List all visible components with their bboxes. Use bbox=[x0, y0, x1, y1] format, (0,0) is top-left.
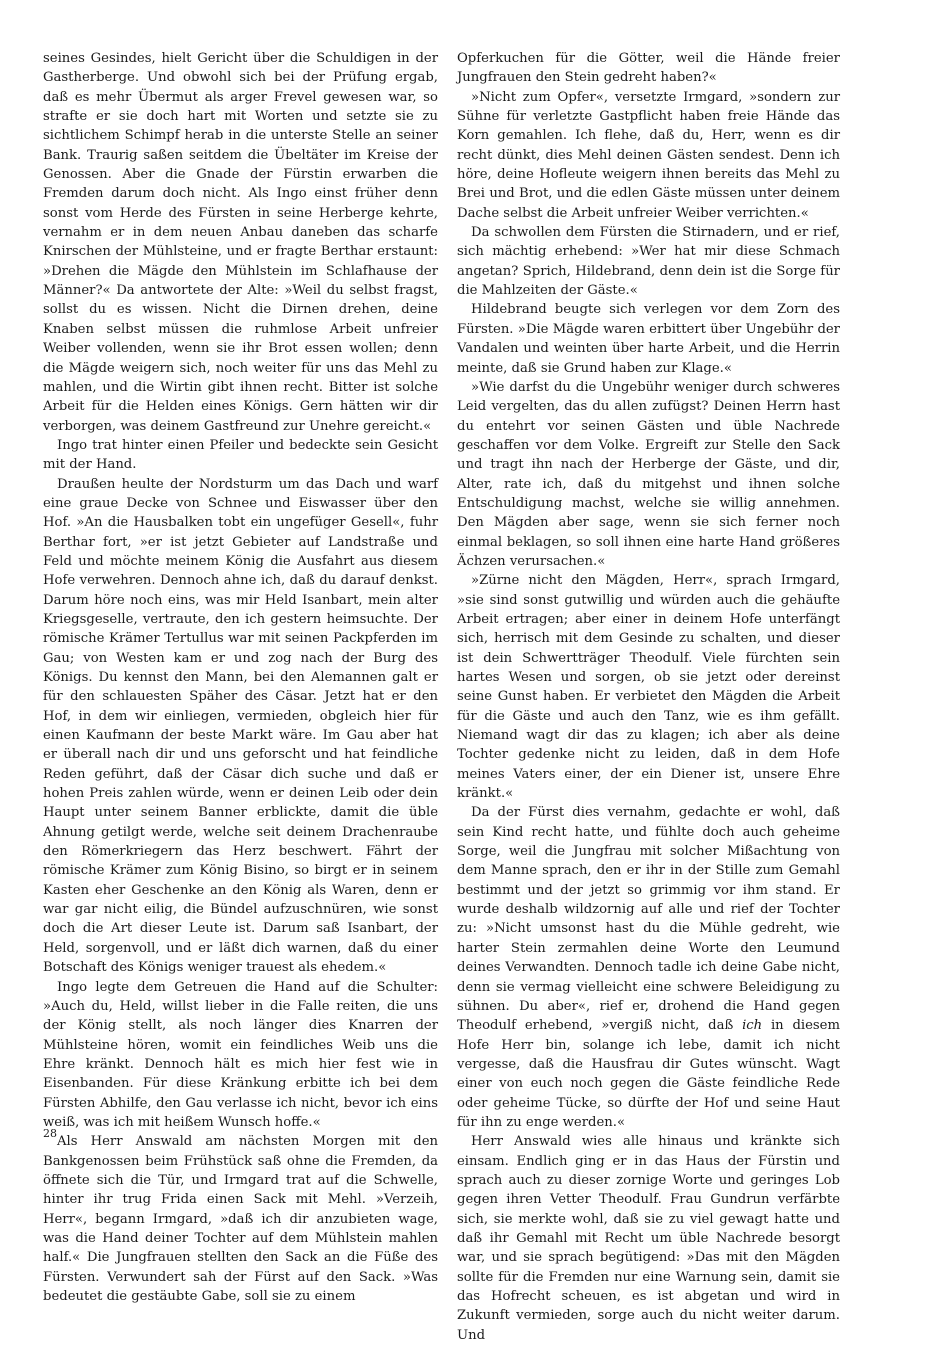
paragraph-text: in diesem Hofe Herr bin, solange ich lebe, damit ich nicht vergesse, daß die Hausfrau dir Gutes wünscht. Wagt einer von euch noch gegen die Gäste feindliche Rede oder geheime Tücke, so dürfte der Hof und seine Haut für ihn zu enge werden.« bbox=[457, 1018, 840, 1130]
page-number: 28 bbox=[43, 1127, 57, 1140]
paragraph: Draußen heulte der Nordsturm um das Dach und warf eine graue Decke von Schnee und Eiswasser über den Hof. »An die Hausbalken tobt ein ungefüger Gesell«, fuhr Berthar fort, »er ist jetzt Gebieter auf Landstraße und Feld und möchte meinem König die Ausfahrt aus diesem Hofe verwehren. Dennoch ahne ich, daß du darauf denkst. Darum höre noch eins, was mir Held Isanbart, mein alter Kriegsgeselle, vertraute, den ich gestern heimsuchte. Der römische Krämer Tertullus war mit seinen Packpferden im Gau; von Westen kam er und zog nach der Burg des Königs. Du kennst den Mann, bei den Alemannen galt er für den schlauesten Späher des Cäsar. Jetzt hat er den Hof, in dem wir einliegen, vermieden, obgleich hier für einen Kaufmann der beste Markt wäre. Im Gau aber hat er überall nach dir und uns geforscht und hat feindliche Reden geführt, daß der Cäsar dich suche und daß er hohen Preis zahlen würde, wenn er deinen Leib oder dein Haupt unter seinem Banner erblickte, damit die üble Ahnung getilgt werde, welche seit deinem Drachenraube den Römerkriegern das Herz beschwert. Fährt der römische Krämer zum König Bisino, so birgt er in seinem Kasten eher Geschenke an den König als Waren, denn er war gar nicht eilig, die Bündel aufzuschnüren, wie sonst doch die Art dieser Leute ist. Darum saß Isanbart, der Held, sorgenvoll, und er läßt dich warnen, daß du einer Botschaft des Königs weniger trauest als ehedem.« bbox=[43, 476, 438, 976]
paragraph: »Nicht zum Opfer«, versetzte Irmgard, »sondern zur Sühne für verletzte Gastpflicht haben freie Hände das Korn gemahlen. Ich flehe, daß du, Herr, wenn es dir recht dünkt, dies Mehl deinen Gästen sendest. Denn ich höre, deine Hofleute weigern ihnen bereits das Mehl zu Brei und Brot, und die edlen Gäste müssen unter deinem Dache selbst die Arbeit unfreier Weiber verrichten.« bbox=[457, 89, 840, 221]
paragraph: Hildebrand beugte sich verlegen vor dem Zorn des Fürsten. »Die Mägde waren erbittert über Ungebühr der Vandalen und weinten über harte Arbeit, und die Herrin meinte, daß sie Grund haben zur Klage.« bbox=[457, 302, 840, 376]
paragraph: Als Herr Answald am nächsten Morgen mit den Bankgenossen beim Frühstück saß ohne die Fremden, da öffnete sich die Tür, und Irmgard trat auf die Schwelle, hinter ihr trug Frida einen Sack mit Mehl. »Verzeih, Herr«, begann Irmgard, »daß ich dir anzubieten wage, was die Hand deiner Tochter auf dem Mühlstein mahlen half.« Die Jungfrauen stellten den Sack an die Füße des Fürsten. Verwundert sah der Fürst auf den Sack. »Was bedeutet die gestäubte Gabe, soll sie zu einem bbox=[43, 1134, 438, 1304]
paragraph: Herr Answald wies alle hinaus und kränkte sich einsam. Endlich ging er in das Haus der Fürstin und sprach auch zu dieser zornige Worte und geringes Lob gegen ihren Vetter Theodulf. Frau Gundrun verfärbte sich, sie merkte wohl, daß sie zu viel gewagt hatte und daß ihr Gemahl mit Recht um üble Nachrede besorgt war, und sie sprach begütigend: »Das mit den Mägden sollte für die Fremden nur eine Warnung sein, damit sie das Hofrecht scheuen, es ist abgetan und wird in Zukunft vermieden, sorge auch du nicht weiter darum. Und bbox=[457, 1134, 840, 1343]
paragraph: Da schwollen dem Fürsten die Stirnadern, und er rief, sich mächtig erhebend: »Wer hat mir diese Schmach angetan? Sprich, Hildebrand, denn dein ist die Sorge für die Mahlzeiten der Gäste.« bbox=[457, 225, 840, 299]
paragraph: »Wie darfst du die Ungebühr weniger durch schweres Leid vergelten, das du allen zufügst? Deinen Herrn hast du entehrt vor seinen Gästen und üble Nachrede geschaffen vor dem Volke. Ergreift zur Stelle den Sack und tragt ihn nach der Herberge der Gäste, und dir, Alter, rate ich, daß du mitgehst und ihnen solche Entschuldigung machst, welche sie willig annehmen. Den Mägden aber sage, wenn sie sich ferner noch einmal beklagen, so soll ihnen eine harte Hand größeres Ächzen verursachen.« bbox=[457, 379, 840, 569]
paragraph-text: Da der Fürst dies vernahm, gedachte er wohl, daß sein Kind recht hatte, und fühlte doch auch geheime Sorge, weil die Jungfrau mit solcher Mißachtung von dem Manne sprach, den er ihr in der Stille zum Gemahl bestimmt und der jetzt so grimmig vor ihm stand. Er wurde deshalb wildzornig auf alle und rief der Tochter zu: »Nicht umsonst hast du die Mühle gedreht, wie harter Stein zermahlen deine Worte den Leumund deines Verwandten. Dennoch tadle ich deine Gabe nicht, denn sie vermag vielleicht eine schwere Beleidigung zu sühnen. Du aber«, rief er, drohend die Hand gegen Theodulf erhebend, »vergiß nicht, daß bbox=[457, 805, 840, 1034]
paragraph: Ingo trat hinter einen Pfeiler und bedeckte sein Gesicht mit der Hand. bbox=[43, 437, 438, 473]
paragraph: »Zürne nicht den Mägden, Herr«, sprach Irmgard, »sie sind sonst gutwillig und würden auch die gehäufte Arbeit ertragen; aber einer in deinem Hofe unterfängt sich, herrisch mit dem Gesinde zu schalten, und dieser ist dein Schwertträger Theodulf. Viele fürchten sein hartes Wesen und sorgen, ob sie jetzt oder dereinst seine Gunst haben. Er verbietet den Mägden die Arbeit für die Gäste und auch den Tanz, wie es ihm gefällt. Niemand wagt dir das zu klagen; ich aber als deine Tochter gedenke nicht zu leiden, daß in dem Hofe meines Vaters einer, der ein Diener ist, unsere Ehre kränkt.« bbox=[457, 573, 840, 802]
right-column bbox=[457, 49, 840, 1345]
paragraph: Ingo legte dem Getreuen die Hand auf die Schulter: »Auch du, Held, willst lieber in die Falle reiten, die uns der König stellt, als noch länger dies Knarren der Mühlsteine hören, womit ein feindliches Weib uns die Ehre kränkt. Dennoch hält es mich hier fest wie in Eisenbanden. Für diese Kränkung erbitte ich bei dem Fürsten Abhilfe, den Gau verlasse ich nicht, bevor ich eins weiß, was ich mit heißem Wunsch hoffe.« bbox=[43, 979, 438, 1130]
paragraph: Opferkuchen für die Götter, weil die Hände freier Jungfrauen den Stein gedreht haben?« bbox=[457, 51, 840, 86]
left-column bbox=[43, 49, 438, 1306]
emphasis: ich bbox=[742, 1018, 763, 1034]
paragraph bbox=[457, 803, 840, 1132]
paragraph: seines Gesindes, hielt Gericht über die Schuldigen in der Gastherberge. Und obwohl sich bei der Prüfung ergab, daß es mehr Übermut als arger Frevel gewesen war, so strafte er sie doch hart mit Worten und setzte sie zu sichtlichem Schimpf herab in die unterste Stelle an seiner Bank. Traurig saßen seitdem die Übeltäter im Kreise der Genossen. Aber die Gnade der Fürstin erwarben die Fremden darum doch nicht. Als Ingo einst früher denn sonst vom Herde des Fürsten in seine Herberge kehrte, vernahm er in dem neuen Anbau daneben das scharfe Knirschen der Mühlsteine, und er fragte Berthar erstaunt: »Drehen die Mägde den Mühlstein im Schlafhause der Männer?« Da antwortete der Alte: »Weil du selbst fragst, sollst du es wissen. Nicht die Dirnen drehen, deine Knaben selbst müssen die ruhmlose Arbeit unfreier Weiber vollenden, wenn sie ihr Brot essen wollen; denn die Mägde weigern sich, noch weiter für uns das Mehl zu mahlen, und die Wirtin gibt ihnen recht. Bitter ist solche Arbeit für die Helden eines Königs. Gern hätten wir dir verborgen, was deinem Gastfreund zur Unehre gereicht.« bbox=[43, 51, 438, 434]
